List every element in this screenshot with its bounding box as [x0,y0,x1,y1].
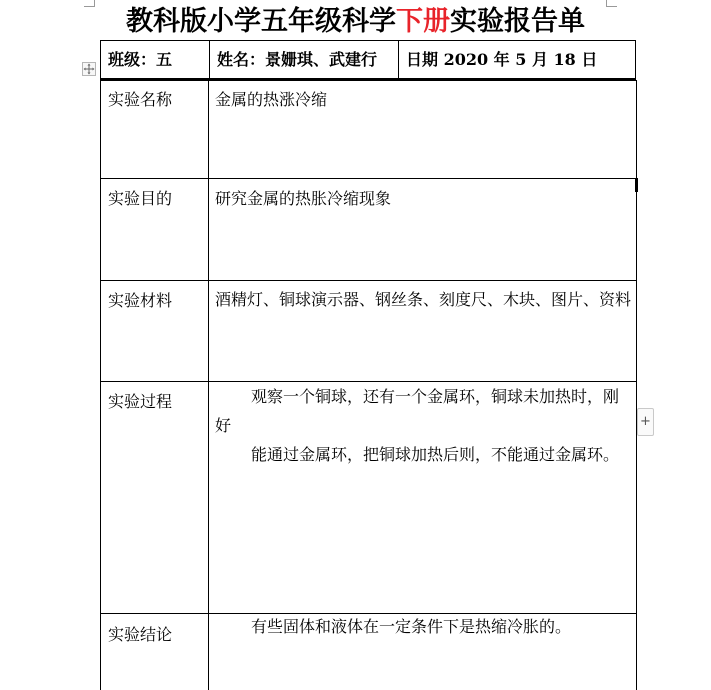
table-row-process [100,382,637,614]
content-line: 金属的热涨冷缩 [215,90,328,109]
name-cell[interactable]: 姓名：景姗琪、武建行 [210,41,399,79]
table-row-materials [100,281,637,382]
content-line: 酒精灯、铜球演示器、钢丝条、刻度尺、木块、图片、资料 [215,290,632,309]
table-row-conclusion [100,614,637,690]
row-label[interactable]: 实验材料 [101,281,209,381]
row-content[interactable] [209,80,636,178]
table-row-name [100,80,637,179]
row-content[interactable] [209,281,636,381]
content-line: 研究金属的热胀冷缩现象 [215,189,392,208]
table-move-handle[interactable] [82,62,96,76]
date-cell[interactable]: 日期 2020 年 5 月 18 日 [406,50,598,69]
row-content[interactable] [209,614,636,690]
report-title [0,4,711,40]
add-column-button[interactable] [637,408,654,436]
table-row-purpose [100,179,637,281]
row-label[interactable]: 实验目的 [101,179,209,280]
content-line: 能通过金属环，把铜球加热后则，不能通过金属环。 [251,445,620,464]
title-part-1: 教科版小学五年级科学 [126,6,396,37]
row-label[interactable]: 实验结论 [101,614,209,690]
title-part-2: 实验报告单 [450,6,585,37]
plus-icon: + [640,414,651,429]
header-row [100,40,636,80]
content-line: 有些固体和液体在一定条件下是热缩冷胀的。 [251,617,572,636]
class-cell[interactable]: 班级：五 [101,41,210,79]
row-label[interactable]: 实验名称 [101,80,209,178]
row-label[interactable]: 实验过程 [101,382,209,613]
move-arrows-icon [83,63,95,75]
row-content[interactable] [209,179,636,280]
report-table [100,80,637,690]
text-cursor [635,178,638,192]
row-content[interactable] [209,382,636,613]
content-line: 观察一个铜球，还有一个金属环，铜球未加热时，刚好 [215,387,620,435]
title-part-red: 下册 [396,6,450,37]
